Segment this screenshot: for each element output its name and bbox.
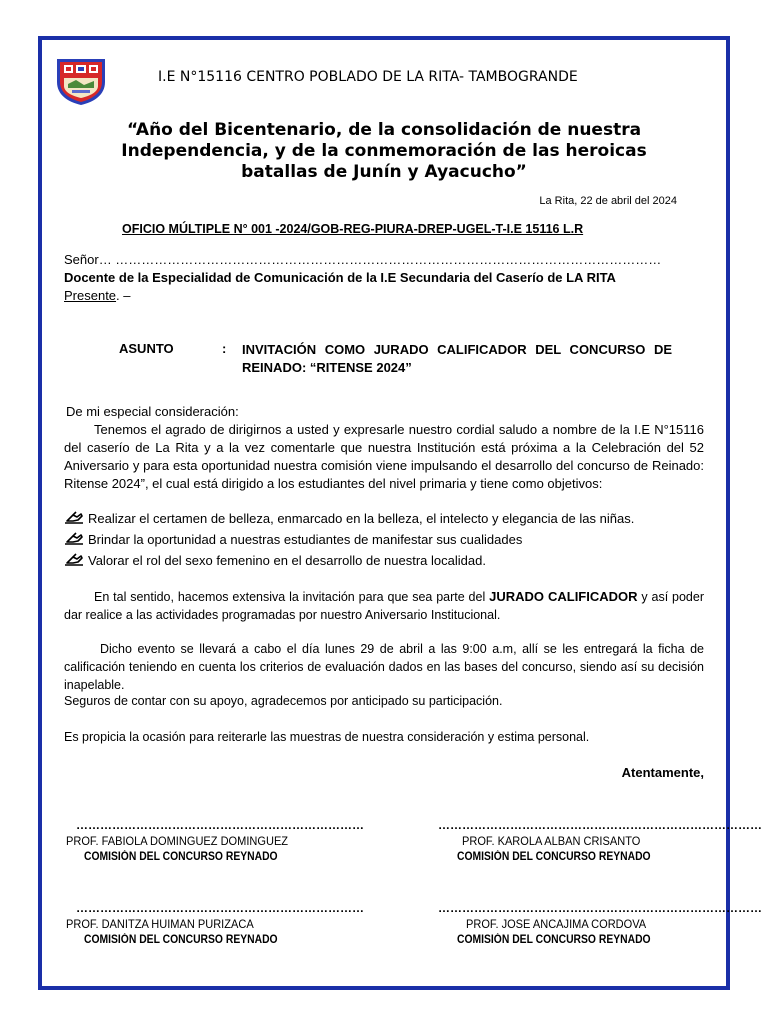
signature-line: ……………………………………………………………… — [76, 818, 364, 832]
writing-hand-icon — [64, 532, 84, 546]
school-crest-icon — [54, 56, 108, 106]
objective-text: Brindar la oportunidad a nuestras estudiantes de manifestar sus cualidades — [88, 532, 523, 547]
signer-role: COMISIÓN DEL CONCURSO REYNADO — [457, 934, 651, 946]
presente-suffix: . – — [116, 288, 131, 303]
asunto-colon: : — [222, 341, 227, 356]
list-item — [64, 510, 704, 531]
paragraph-invitation — [64, 588, 704, 624]
addressee-docente: Docente de la Especialidad de Comunicación de la I.E Secundaria del Caserío de LA RITA — [64, 270, 616, 285]
objective-text: Realizar el certamen de belleza, enmarcado en la belleza, el intelecto y elegancia de las niñas. — [88, 511, 635, 526]
date-line: La Rita, 22 de abril del 2024 — [539, 195, 677, 207]
addressee-senor: Señor… ……………………………………………………………………………………………………………… — [64, 252, 662, 267]
signer-name: PROF. JOSE ANCAJIMA CORDOVA — [466, 917, 647, 931]
signature-block — [66, 818, 366, 863]
addressee-presente — [64, 288, 131, 303]
year-motto: “Año del Bicentenario, de la consolidación de nuestra Independencia, y de la conmemoración de las heroicas batallas de Junín y Ayacucho” — [121, 120, 647, 182]
list-item — [64, 531, 704, 552]
signer-name: PROF. FABIOLA DOMINGUEZ DOMINGUEZ — [66, 834, 289, 848]
signature-line: ……………………………………………………………… — [76, 901, 364, 915]
asunto-label: ASUNTO — [119, 341, 174, 356]
closing-atentamente: Atentamente, — [621, 765, 704, 780]
signature-line: ……………………………………………………………………… — [438, 818, 762, 832]
presente-word: Presente — [64, 288, 117, 303]
paragraph-invitation-start: En tal sentido, hacemos extensiva la invitación para que sea parte del — [94, 590, 490, 604]
signer-role: COMISIÓN DEL CONCURSO REYNADO — [84, 934, 278, 946]
paragraph-regards: Es propicia la ocasión para reiterarle las muestras de nuestra consideración y estima personal. — [64, 730, 590, 744]
paragraph-invitation-end: y así poder dar realice a las actividades programadas por nuestro Aniversario Institucional. — [64, 590, 704, 622]
objectives-list — [64, 510, 704, 573]
signature-block — [438, 901, 762, 946]
asunto-text: INVITACIÓN COMO JURADO CALIFICADOR DEL CONCURSO DE REINADO: “RITENSE 2024” — [242, 342, 672, 375]
list-item — [64, 552, 704, 573]
signature-line: ……………………………………………………………………… — [438, 901, 762, 915]
signer-role: COMISIÓN DEL CONCURSO REYNADO — [84, 851, 278, 863]
oficio-number: OFICIO MÚLTIPLE N° 001 -2024/GOB-REG-PIURA-DREP-UGEL-T-I.E 15116 L.R — [122, 222, 584, 236]
signature-block — [438, 818, 762, 863]
objective-text: Valorar el rol del sexo femenino en el desarrollo de nuestra localidad. — [88, 553, 486, 568]
signature-block — [66, 901, 366, 946]
paragraph-event — [64, 640, 704, 694]
writing-hand-icon — [64, 511, 84, 525]
signer-role: COMISIÓN DEL CONCURSO REYNADO — [457, 851, 651, 863]
signer-name: PROF. KAROLA ALBAN CRISANTO — [462, 834, 641, 848]
paragraph-intro — [64, 421, 704, 493]
salutation: De mi especial consideración: — [66, 404, 239, 419]
school-name-header: I.E N°15116 CENTRO POBLADO DE LA RITA- TAMBOGRANDE — [158, 69, 578, 85]
writing-hand-icon — [64, 553, 84, 567]
paragraph-intro-text: Tenemos el agrado de dirigirnos a usted y expresarle nuestro cordial saludo a nombre de la I.E N°15116 del caserío de La Rita y a la vez comentarle que nuestra Institución está próxima a la Celebración del 52 Aniversario y para esta oportunidad nuestra comisión viene impulsando el desarrollo del concurso de Reinado: Ritense 2024”, el cual está dirigido a los estudiantes del nivel primaria y tiene como objetivos: — [64, 422, 704, 491]
paragraph-thanks: Seguros de contar con su apoyo, agradecemos por anticipado su participación. — [64, 694, 503, 708]
paragraph-event-text: Dicho evento se llevará a cabo el día lunes 29 de abril a las 9:00 a.m, allí se les entregará la ficha de calificación teniendo en cuenta los criterios de evaluación dados en las bases del concurso, siendo así su decisión inapelable. — [64, 642, 704, 692]
jurado-calificador-emphasis: JURADO CALIFICADOR — [489, 589, 638, 604]
signer-name: PROF. DANITZA HUIMAN PURIZACA — [66, 917, 254, 931]
